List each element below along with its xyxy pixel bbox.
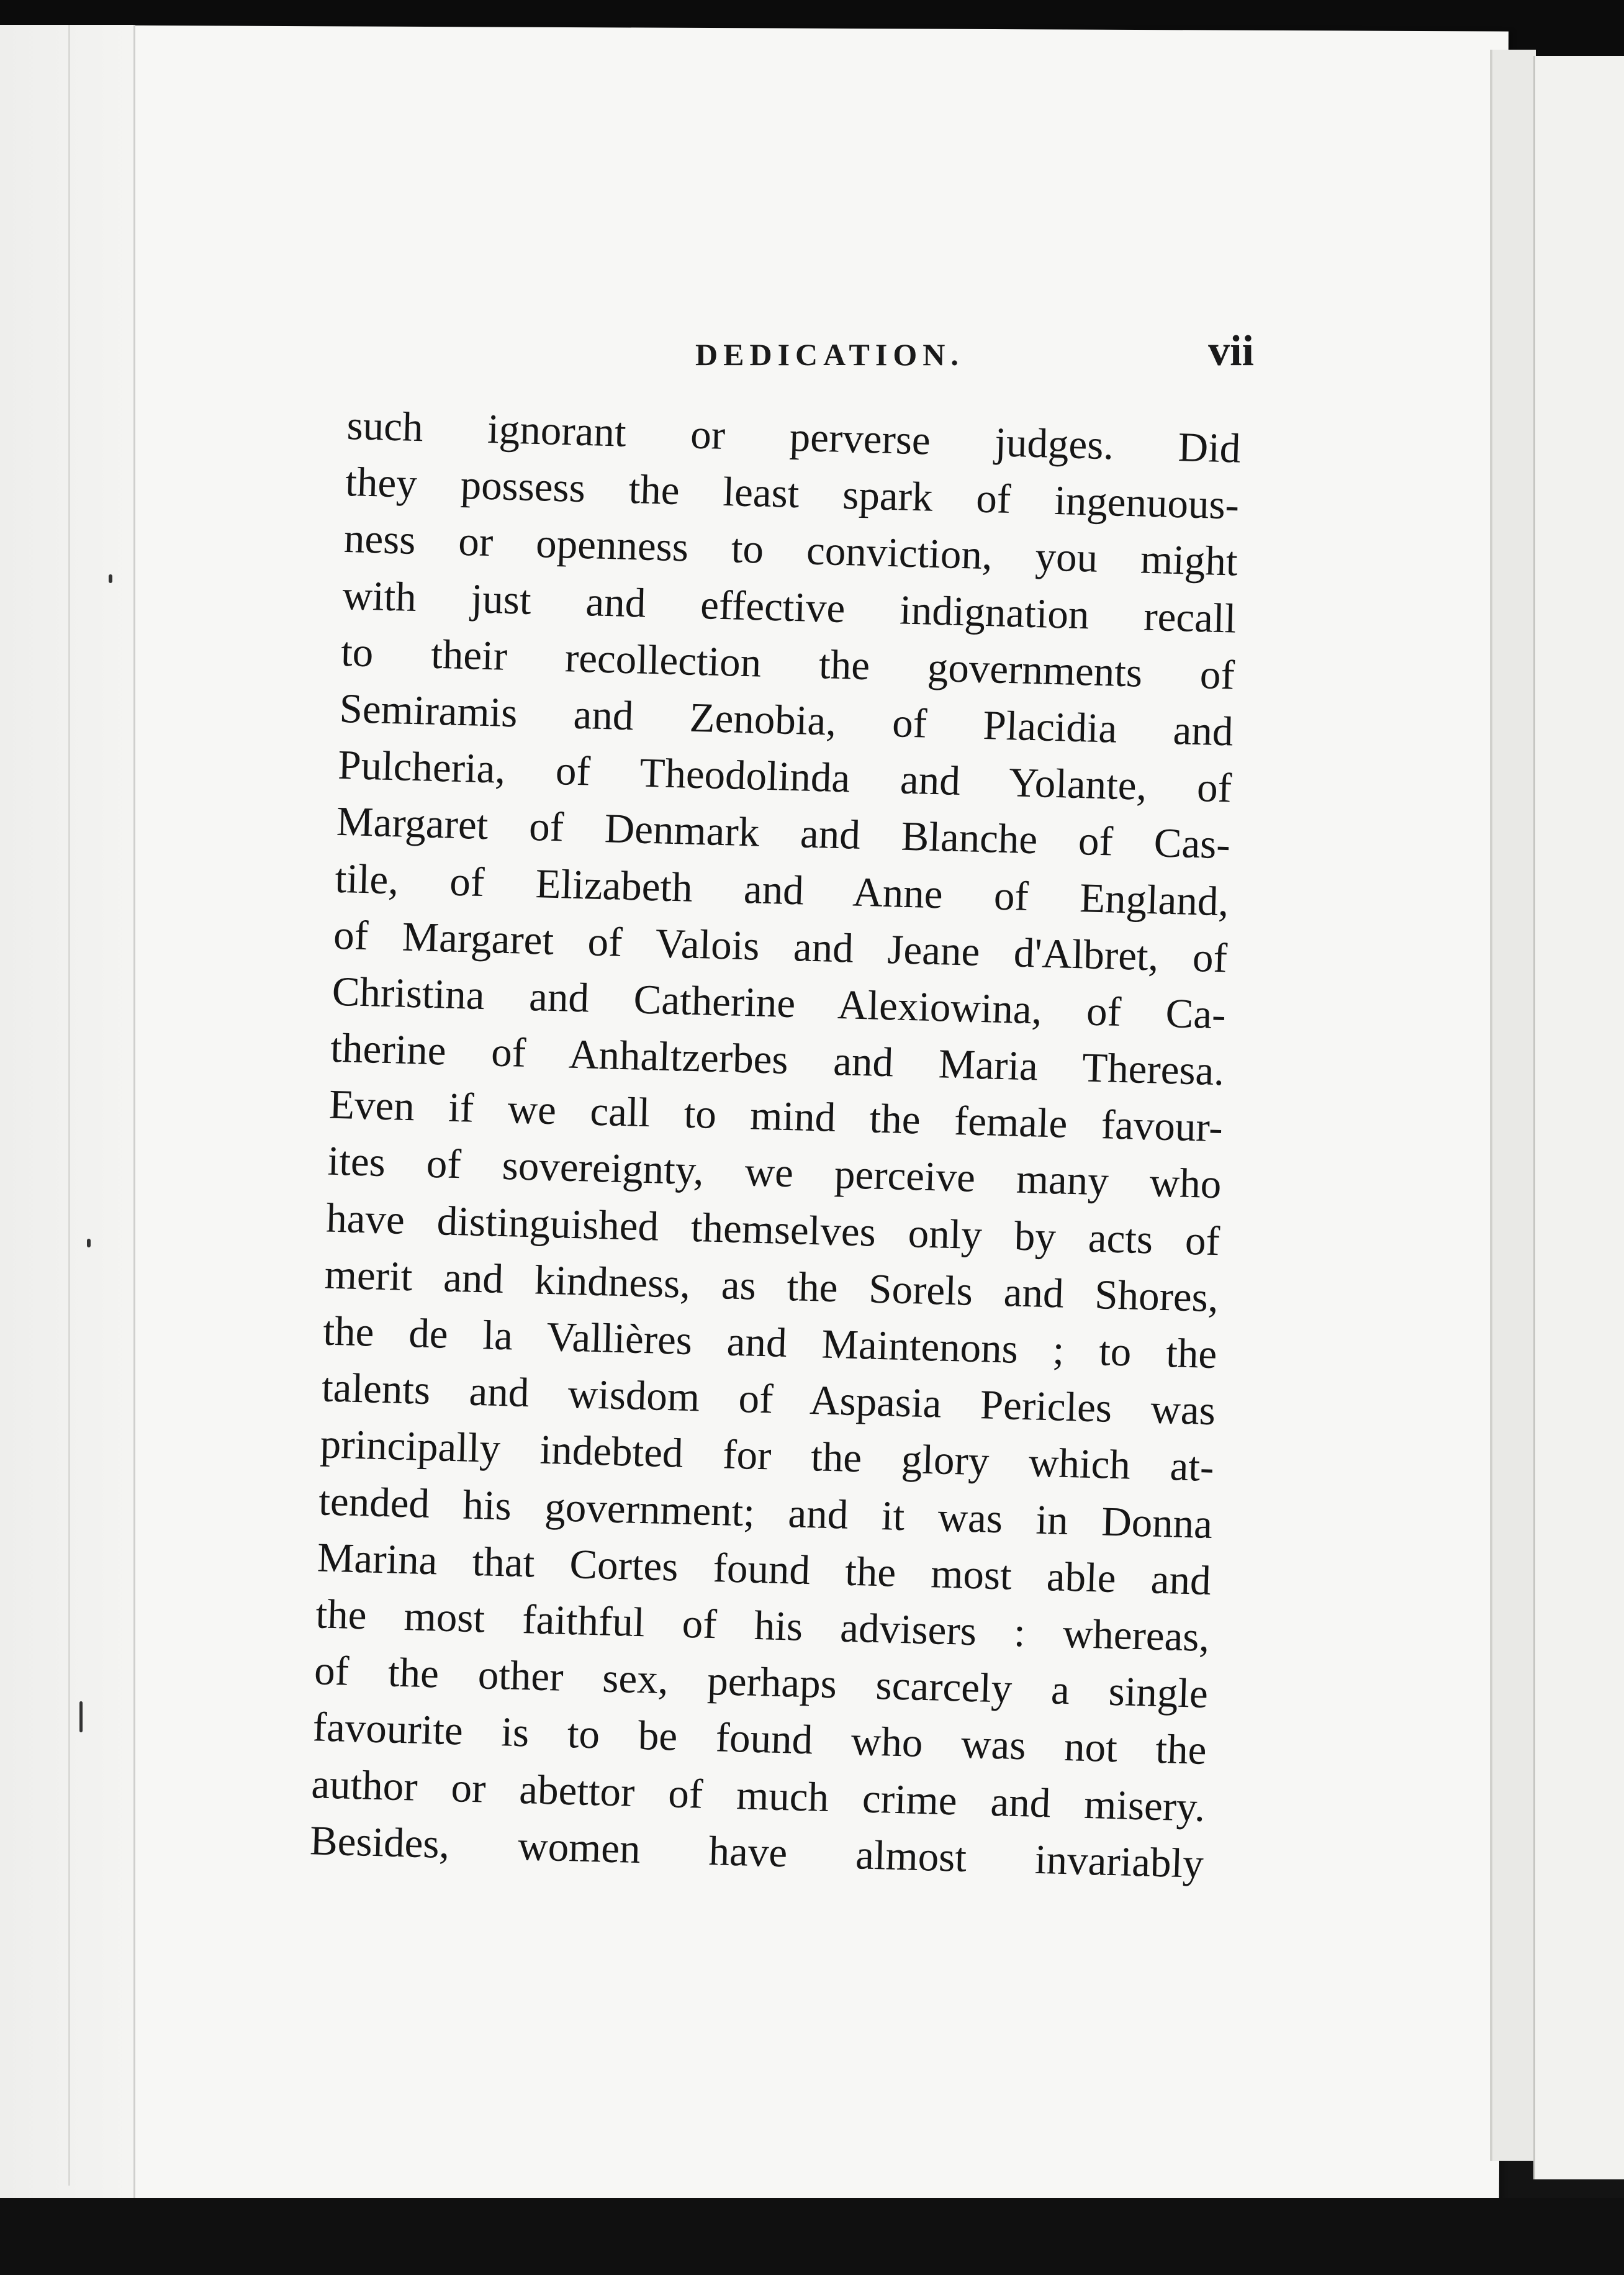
fore-edge-strip-outer	[1533, 56, 1624, 2179]
ink-speck	[87, 1239, 91, 1247]
text-line: Christina and Catherine Alexiowina, of Ca-	[331, 968, 1227, 1038]
binding-fold-line	[68, 25, 70, 2186]
text-line: Margaret of Denmark and Blanche of Cas-	[336, 798, 1231, 868]
text-line: ness or openness to conviction, you might	[343, 515, 1238, 585]
text-line: Semiramis and Zenobia, of Placidia and	[338, 685, 1234, 755]
text-line: tended his government; and it was in Donna	[318, 1477, 1213, 1547]
text-line: Besides, women have almost invariably	[309, 1817, 1204, 1887]
text-line: of Margaret of Valois and Jeane d'Albret, of	[333, 911, 1228, 982]
text-line: they possess the least spark of ingenuous-	[345, 459, 1240, 528]
ink-speck	[109, 574, 112, 583]
text-line: with just and effective indignation recall	[341, 572, 1237, 642]
text-line: author or abettor of much crime and misery.	[310, 1760, 1206, 1830]
text-line: Marina that Cortes found the most able and	[317, 1534, 1212, 1604]
text-line: principally indebted for the glory which at-	[319, 1421, 1215, 1491]
page-number: vii	[1208, 327, 1254, 375]
text-line: Even if we call to mind the female favour-	[328, 1081, 1224, 1151]
text-line: have distinguished themselves only by acts of	[325, 1195, 1220, 1264]
text-line: the de la Vallières and Maintenons ; to the	[322, 1308, 1218, 1378]
text-line: talents and wisdom of Aspasia Pericles was	[321, 1364, 1216, 1434]
text-line: the most faithful of his advisers : whereas,	[315, 1591, 1211, 1660]
page-header	[372, 323, 1254, 397]
fore-edge-strip	[1490, 50, 1536, 2161]
text-line: of the other sex, perhaps scarcely a single	[314, 1647, 1209, 1717]
text-line: such ignorant or perverse judges. Did	[346, 402, 1242, 472]
body-text	[309, 397, 1242, 1893]
ink-speck	[79, 1701, 83, 1732]
running-title: DEDICATION.	[695, 337, 964, 372]
text-line: ites of sovereignty, we perceive many who	[327, 1138, 1222, 1208]
text-line: Pulcheria, of Theodolinda and Yolante, of	[337, 741, 1232, 812]
text-line: merit and kindness, as the Sorels and Shores,	[324, 1251, 1219, 1321]
text-line: to their recollection the governments of	[340, 628, 1235, 699]
text-line: favourite is to be found who was not the	[312, 1704, 1207, 1774]
left-leaf-margin	[0, 25, 135, 2198]
text-line: tile, of Elizabeth and Anne of England,	[334, 855, 1230, 925]
text-line: therine of Anhaltzerbes and Maria Theresa.	[330, 1024, 1225, 1095]
scan-background-bottom	[0, 2198, 1624, 2275]
